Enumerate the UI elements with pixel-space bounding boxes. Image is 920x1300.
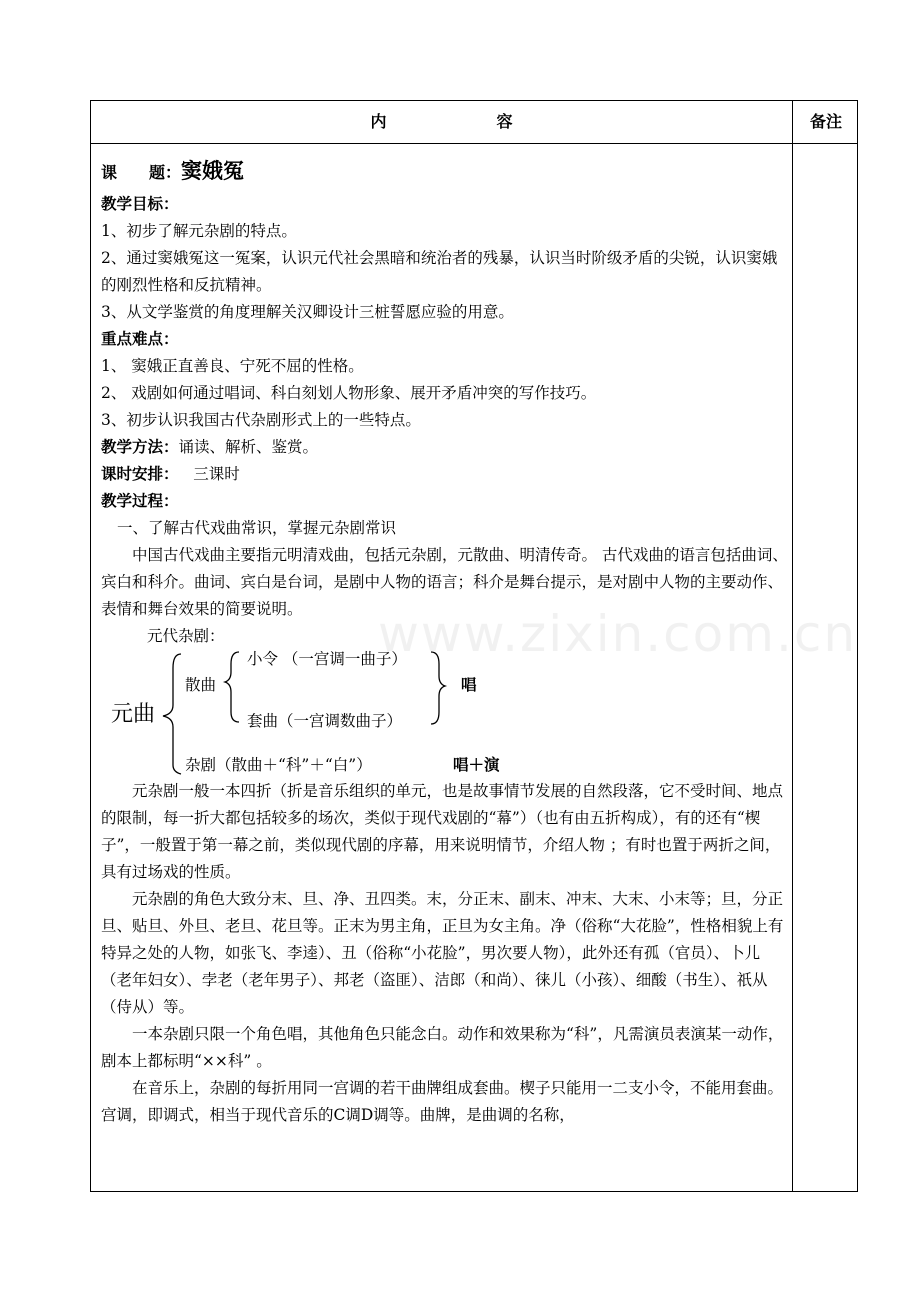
process-heading: 教学过程： <box>101 492 179 510</box>
paragraph: 中国古代戏曲主要指元明清戏曲，包括元杂剧，元散曲、明清传奇。 古代戏曲的语言包括曲词、宾白和科介。曲词、宾白是台词，是剧中人物的语言；科介是舞台提示，是对剧中人物的主要动作、表情和舞台效果的简要说明。 <box>101 546 788 618</box>
paragraph: 元杂剧的角色大致分末、旦、净、丑四类。末，分正末、副末、冲末、大末、小末等；旦，分正旦、贴旦、外旦、老旦、花旦等。正末为男主角，正旦为女主角。净（俗称“大花脸”，性格相貌上有特异之处的人物，如张飞、李逵）、丑（俗称“小花脸”，男次要人物），此外还有孤（官员）、卜儿（老年妇女）、孛老（老年男子）、邦老（盗匪）、洁郎（和尚）、徕儿（小孩）、细酸（书生）、祇从（侍从）等。 <box>101 890 784 1016</box>
schedule-line <box>101 461 789 488</box>
keypoints-heading: 重点难点： <box>101 330 179 348</box>
diagram-xiaoling: 小令 （一宫调一曲子） <box>247 650 407 668</box>
lesson-title-line <box>101 151 789 191</box>
lesson-title: 窦娥冤 <box>181 159 245 183</box>
keypoint-item: 3、初步认识我国古代杂剧形式上的一些特点。 <box>101 411 421 429</box>
paragraph: 在音乐上，杂剧的每折用同一宫调的若干曲牌组成套曲。楔子只能用一二支小令，不能用套曲。宫调，即调式，相当于现代音乐的C调D调等。曲牌，是曲调的名称， <box>101 1079 784 1124</box>
header-note: 备注 <box>809 112 842 131</box>
diagram-root-yuanqu: 元曲 <box>111 702 156 727</box>
paragraph: 元杂剧一般一本四折（折是音乐组织的单元，也是故事情节发展的自然段落，它不受时间、地点的限制，每一折大都包括较多的场次，类似于现代戏剧的“幕”）（也有由五折构成），有的还有“楔子”，一般置于第一幕之前，类似现代剧的序幕，用来说明情节，介绍人物 ；有时也置于两折之间，具有过场戏的性质。 <box>101 782 784 881</box>
diagram-taoqu: 套曲（一宫调数曲子） <box>247 712 403 730</box>
diagram-chang: 唱 <box>461 676 477 694</box>
section-heading: 一、了解古代戏曲常识，掌握元杂剧常识 <box>117 519 397 537</box>
header-divider <box>91 143 857 144</box>
diagram-zaju: 杂剧（散曲＋“科”＋“白”） <box>185 756 372 774</box>
schedule-text: 三课时 <box>193 465 240 483</box>
objective-item: 3、从文学鉴赏的角度理解关汉卿设计三桩誓愿应验的用意。 <box>101 303 514 321</box>
diagram-sanqu: 散曲 <box>185 676 217 694</box>
method-text: 诵读、解析、鉴赏。 <box>178 438 319 456</box>
objective-item: 2、通过窦娥冤这一冤案，认识元代社会黑暗和统治者的残暴，认识当时阶级矛盾的尖锐，认识窦娥的刚烈性格和反抗精神。 <box>101 249 778 294</box>
title-label: 课 题： <box>101 163 182 182</box>
keypoint-item: 1、 窦娥正直善良、宁死不屈的性格。 <box>101 357 364 375</box>
keypoint-item: 2、 戏剧如何通过唱词、科白刻划人物形象、展开矛盾冲突的写作技巧。 <box>101 384 597 402</box>
watermark: www.zixin.com.cn <box>378 605 858 663</box>
method-heading: 教学方法： <box>101 438 179 456</box>
header-content: 内容 <box>370 112 623 131</box>
schedule-heading: 课时安排： <box>101 465 179 483</box>
objective-item: 1、初步了解元杂剧的特点。 <box>101 222 297 240</box>
yuanqu-classification-diagram <box>101 650 789 778</box>
method-line <box>101 434 789 461</box>
objectives-heading: 教学目标： <box>101 195 179 213</box>
diagram-chang-yan: 唱＋演 <box>453 756 500 774</box>
paragraph: 一本杂剧只限一个角色唱，其他角色只能念白。动作和效果称为“科”，凡需演员表演某一动作，剧本上都标明“××科” 。 <box>101 1025 784 1070</box>
yuan-zaju-label: 元代杂剧： <box>147 627 225 645</box>
